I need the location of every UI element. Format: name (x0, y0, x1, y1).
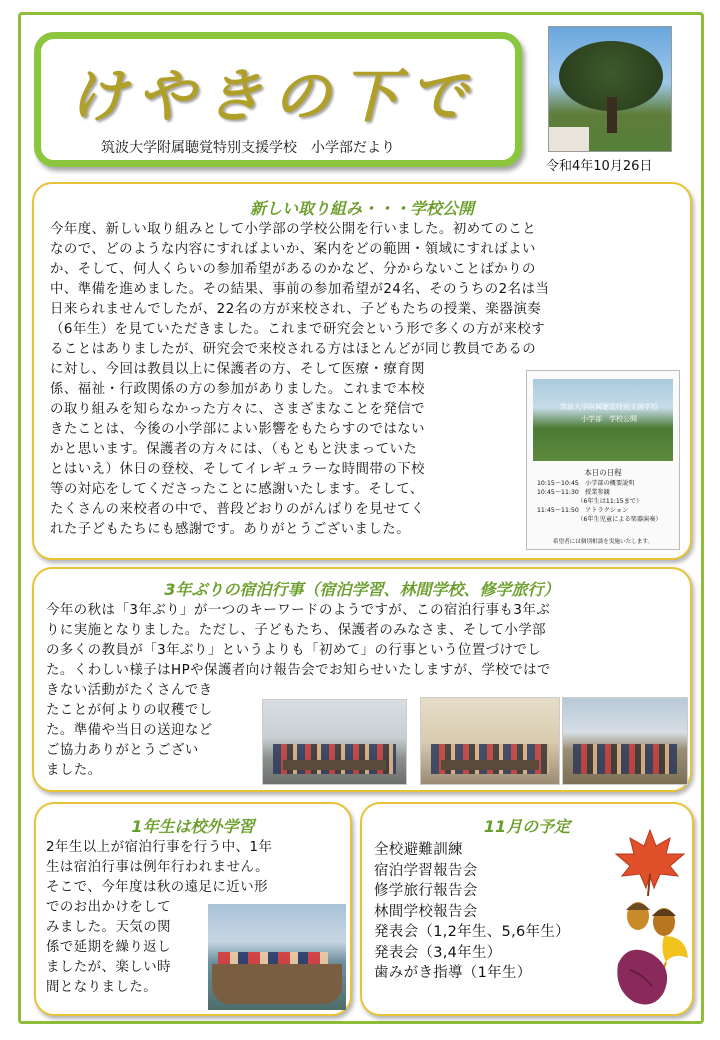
schedule-item: 全校避難訓練 (374, 842, 463, 858)
body-line: か、そして、何人くらいの参加希望があるのかなど、分からないことばかりの (50, 262, 536, 277)
body-line: 今年度、新しい取り組みとして小学部の学校公開を行いました。初めてのこと (50, 222, 537, 237)
body-line: 係で延期を繰り返し (46, 940, 172, 955)
body-line: かと思います。保護者の方々には、（もともと決まっていた (50, 442, 418, 457)
school-building (549, 127, 589, 152)
section-body-full (50, 220, 678, 360)
flyer-schedule-title: 本日の日程 (584, 468, 622, 477)
section-title: 11月の予定 (483, 817, 571, 836)
issue-date: 令和4年10月26日 (546, 159, 653, 174)
flyer-schedule-row: 11:45～11:50 アトラクション (537, 507, 629, 514)
section-school-open-day (32, 182, 692, 560)
section-title: 3年ぶりの宿泊行事（宿泊学習、林間学校、修学旅行） (164, 580, 560, 599)
section-overnight-trips (32, 567, 692, 792)
body-line: ました。 (46, 763, 102, 778)
body-line: 係、福祉・行政関係の方の参加がありました。これまで本校 (50, 382, 426, 397)
body-line: 今年の秋は「3年ぶり」が一つのキーワードのようですが、この宿泊行事も3年ぶ (46, 603, 551, 618)
body-line: 間となりました。 (46, 980, 158, 995)
body-line: りに実施となりました。ただし、子どもたち、保護者のみなさま、そして小学部 (46, 623, 547, 638)
flyer-caption-line: 筑波大学附属聴覚特別支援学校 (560, 403, 658, 411)
acorn-icon (652, 908, 676, 936)
group-photo-nature-center (262, 699, 407, 785)
body-line: 2年生以上が宿泊行事を行う中、1年 (46, 840, 273, 855)
newsletter-subtitle: 筑波大学附属聴覚特別支援学校 小学部だより (101, 140, 395, 156)
sweet-potato-icon (617, 950, 667, 1005)
boat (212, 964, 342, 1004)
body-line: ることはありましたが、研究会で来校される方はほとんどが同じ教員であるの (50, 342, 537, 357)
zelkova-tree-photo (548, 26, 672, 152)
maple-leaf-icon (616, 830, 684, 896)
schedule-list (374, 840, 570, 984)
flyer-note: 希望者には個別相談を実施いたします。 (552, 539, 654, 545)
body-line: ご協力ありがとうござい (46, 743, 199, 758)
body-line: 生は宿泊行事は例年行われません。 (46, 860, 270, 875)
newsletter-title: けやきの下で (69, 62, 478, 130)
section-body-narrow (46, 681, 266, 781)
flyer-photo-caption (545, 401, 673, 425)
body-line: とはいえ）休日の登校、そしてイレギュラーな時間帯の下校 (50, 462, 426, 477)
group-photo-indoor (420, 697, 560, 785)
section-november-schedule (360, 802, 694, 1016)
body-line: そこで、今年度は秋の遠足に近い形 (46, 880, 268, 895)
body-line: でのお出かけをして (46, 900, 172, 915)
section-title: 1年生は校外学習 (131, 817, 255, 836)
flyer-schedule-row: （6年生は11:15まで） (537, 498, 643, 505)
flyer-photo (533, 379, 673, 461)
banner (283, 760, 386, 770)
boat-trip-photo (208, 904, 346, 1010)
body-line: の取り組みを知らなかった方々に、さまざまなことを発信で (50, 402, 426, 417)
body-line: 日来られませんでしたが、22名の方が来校され、子どもたちの授業、楽器演奏 (50, 302, 542, 317)
body-line: 等の対応をしてくださったことに感謝いたします。そして、 (50, 482, 424, 497)
section-body-narrow (46, 898, 208, 998)
acorn-icon (626, 902, 650, 930)
section-first-grade-outing (34, 802, 352, 1016)
body-line: たことが何よりの収穫でし (46, 703, 213, 718)
body-line: きたことは、今後の小学部によい影響をもたらすのではない (50, 422, 426, 437)
masthead (34, 32, 522, 167)
tree-trunk (607, 97, 617, 133)
ginkgo-leaf-icon (662, 936, 688, 974)
body-line: た。くわしい様子はHPや保護者向け報告会でお知らせいたしますが、学校ではで (46, 663, 551, 678)
flyer-caption-line: 小学部 学校公開 (581, 415, 637, 423)
group-of-children (573, 744, 677, 774)
flyer-schedule-row: 10:15～10:45 小学部の概要説明 (537, 480, 635, 487)
section-body-full (46, 601, 686, 681)
body-line: れた子どもたちにも感謝です。ありがとうございました。 (50, 522, 411, 537)
open-day-flyer (526, 370, 680, 550)
body-line: に対し、今回は教員以上に保護者の方、そして医療・療育関 (50, 362, 426, 377)
schedule-item: 発表会（3,4年生） (374, 944, 502, 961)
body-line: たくさんの来校者の中で、普段どおりのがんばりを見せてく (50, 502, 425, 517)
body-line: ましたが、楽しい時 (46, 960, 172, 975)
schedule-item: 修学旅行報告会 (374, 883, 478, 899)
section-title: 新しい取り組み・・・学校公開 (249, 199, 474, 218)
flyer-schedule-row: （6年生児童による楽器演奏） (537, 516, 662, 523)
body-line: （6年生）を見ていただきました。これまで研究会という形で多くの方が来校す (50, 322, 546, 337)
schedule-item: 歯みがき指導（1年生） (374, 965, 532, 981)
schedule-item: 林間学校報告会 (374, 903, 478, 920)
schedule-item: 宿泊学習報告会 (374, 862, 478, 879)
flyer-schedule-row: 10:45～11:30 授業参観 (537, 489, 610, 496)
body-line: の多くの教員が「3年ぶり」というよりも「初めて」の行事という位置づけでし (46, 643, 542, 658)
section-body-full (46, 838, 342, 898)
body-line: た。準備や当日の送迎など (46, 723, 213, 738)
body-line: なので、どのような内容にすればよいか、案内をどの範囲・領域にすればよい (50, 242, 536, 257)
body-line: 中、準備を進めました。その結果、事前の参加希望が24名、そのうちの2名は当 (50, 282, 550, 297)
banner (441, 760, 539, 770)
section-body-narrow (50, 360, 518, 540)
schedule-item: 発表会（1,2年生、5,6年生） (374, 924, 570, 940)
body-line: みました。天気の関 (46, 920, 172, 935)
autumn-illustration (608, 824, 692, 1014)
group-photo-mountain (562, 697, 688, 785)
body-line: きない活動がたくさんでき (46, 683, 213, 698)
